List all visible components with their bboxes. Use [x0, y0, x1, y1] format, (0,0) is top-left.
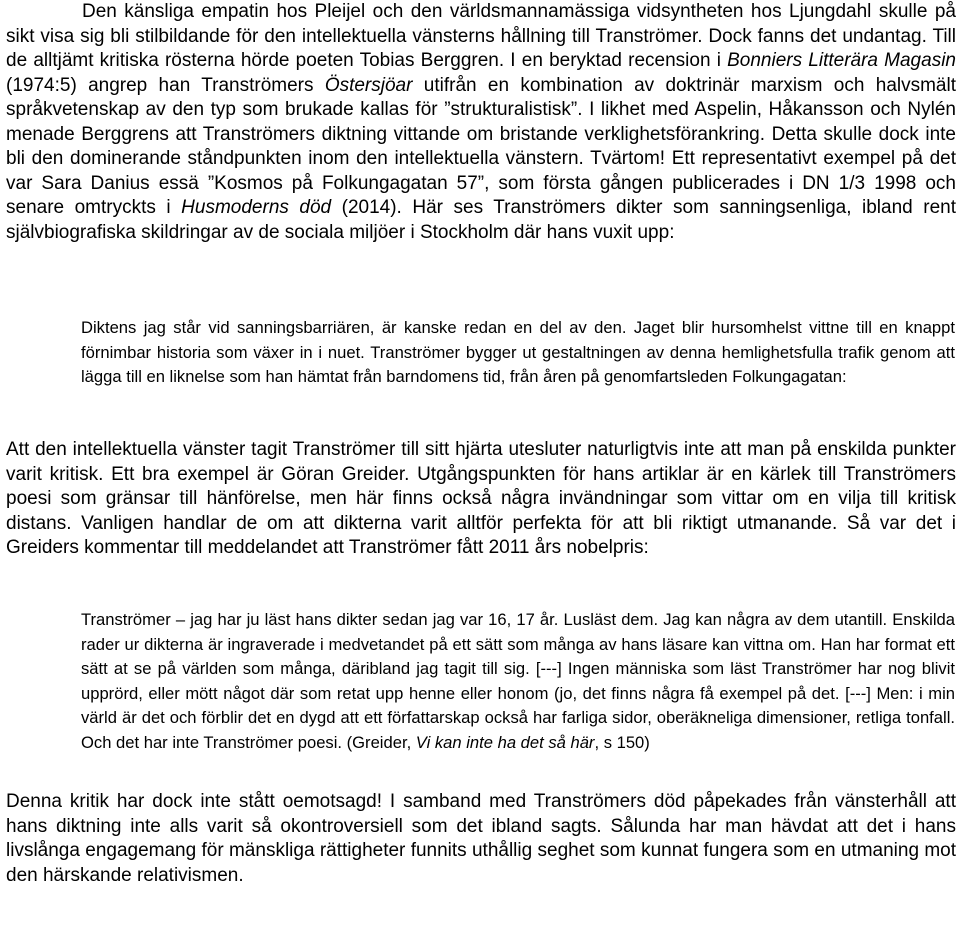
paragraph-1	[6, 0, 956, 245]
block-quote-danius: Diktens jag står vid sanningsbarriären, är kanske redan en del av den. Jaget blir hursomhelst vittne till en knappt förnimbar historia som växer in i nuet. Tranströmer bygger ut gestaltningen av denna hemlighetsfulla trafik genom att lägga till en liknelse som han hämtat från barndomens tid, från åren på genomfartsleden Folkungagatan:	[81, 318, 955, 386]
paragraph-2: Att den intellektuella vänster tagit Tranströmer till sitt hjärta utesluter naturligtvis inte att man på enskilda punkter varit kritisk. Ett bra exempel är Göran Greider. Utgångspunkten för hans artiklar är en kärlek till Tranströmers poesi som gränsar till hänförelse, men här finns också några invändningar som vittar om en vilja till kritisk distans. Vanligen handlar de om att dikterna varit alltför perfekta för att bli riktigt utmanande. Så var det i Greiders kommentar till meddelandet att Tranströmer fått 2011 års nobelpris:	[6, 439, 956, 558]
paragraph-3: Denna kritik har dock inte stått oemotsagd! I samband med Tranströmers död påpekades från vänsterhåll att hans diktning inte alls varit så okontroversiell som det ibland sagts. Sålunda har man hävdat att det i hans livslånga engagemang för mänskliga rättigheter funnits uthållig seghet som kunnat fungera som en utmaning mot den härskande relativismen.	[6, 791, 956, 886]
block-quote-greider	[81, 608, 955, 755]
quote-text: Tranströmer – jag har ju läst hans dikter sedan jag var 16, 17 år. Lusläst dem. Jag kan några av dem utantill. Enskilda rader ur dikterna är ingraverade i medvetandet på ett sätt som många av hans läsare kan vittna om. Han har format ett sätt at se på världen som många, däribland jag tagit till sig. [---] Ingen människa som läst Tranströmer har nog blivit upprörd, eller mött något där som retat upp henne eller honom (jo, det finns några få exempel på det. [---] Men: i min värld är det och förblir det en dygd att ett författarskap också har farliga sidor, oberäkneliga dimensioner, retliga tonfall. Och det har inte Tranströmer poesi. (Greider,	[81, 610, 955, 752]
book-title-husmoderns-dod: Husmoderns död	[181, 197, 332, 218]
book-title-greider: Vi kan inte ha det så här	[415, 732, 595, 752]
paragraph-1-opening: Den känsliga empatin hos Pleijel och den världsmannamässiga vidsyntheten hos Ljungdahl skulle på sikt visa sig bli stilbildande för den intellektuella vänsterns hållning till Tranströmer. Dock fanns det undantag.	[6, 1, 956, 47]
paragraph-1-text: (1974:5) angrep han Tranströmers	[6, 74, 325, 96]
page-divider	[0, 928, 960, 929]
paragraph-1-text: (2014). Här ses Tranströmers dikter som sanningsenliga, ibland rent självbiografiska skildringar av de sociala miljöer i Stockholm där hans vuxit upp:	[6, 197, 956, 243]
book-title-ostersjoar: Östersjöar	[324, 74, 413, 96]
quote-citation: , s 150)	[594, 732, 650, 752]
paragraph-1-text: utifrån en kombination av doktrinär marxism och halvsmält språkvetenskap av den typ som brukade kallas för ”strukturalistisk”. I likhet med Aspelin, Håkansson och Nylén menade Berggrens att Tranströmers diktning vittande om bristande verklighetsförankring. Detta skulle dock inte bli den dominerande ståndpunkten inom den intellektuella vänstern. Tvärtom! Ett representativt exempel på det var Sara Danius essä ”Kosmos på Folkungagatan 57”, som första gången publicerades i DN 1/3 1998 och senare omtryckts i	[6, 74, 956, 218]
journal-title: Bonniers Litterära Magasin	[727, 50, 956, 71]
paragraph-1-berggren-intro: Till de alltjämt kritiska rösterna hörde poeten Tobias Berggren. I en beryktad recension i	[6, 25, 957, 71]
